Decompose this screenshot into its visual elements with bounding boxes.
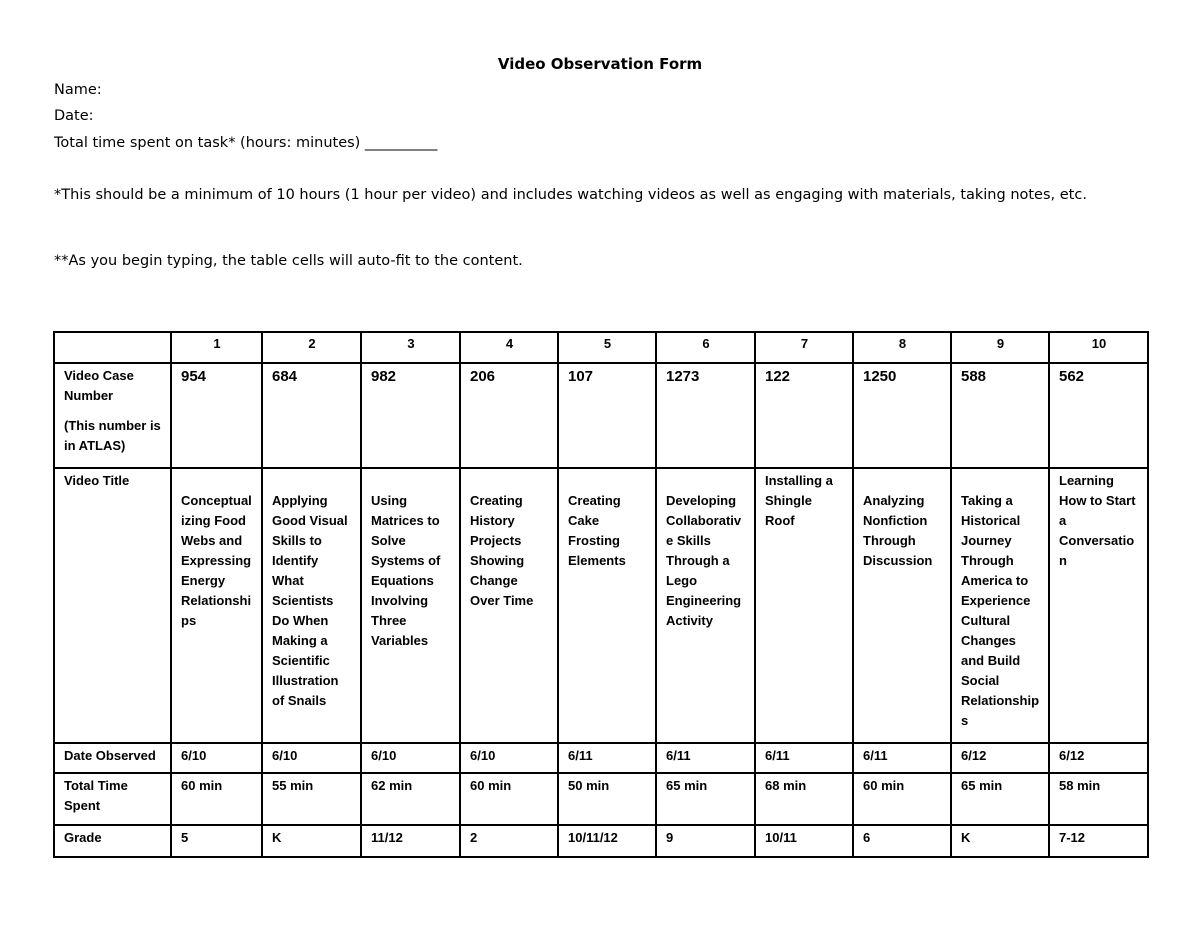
table-cell[interactable] (558, 468, 656, 743)
table-cell[interactable] (656, 363, 755, 468)
row-label-total-time: Total Time Spent (54, 773, 171, 825)
date-observed-cell[interactable]: 6/11 (853, 743, 951, 773)
column-header: 2 (262, 332, 361, 363)
table-cell[interactable] (558, 363, 656, 468)
column-header: 5 (558, 332, 656, 363)
table-cell[interactable] (853, 468, 951, 743)
table-cell[interactable] (951, 468, 1049, 743)
total-time-cell[interactable]: 50 min (558, 773, 656, 825)
video-title: Applying Good Visual Skills to Identify What Scientists Do When Making a Scientific Illustration of Snails (272, 493, 348, 708)
table-cell[interactable] (656, 468, 755, 743)
case-number: 206 (470, 368, 496, 385)
total-time-row (54, 773, 1148, 825)
total-time-cell[interactable]: 60 min (171, 773, 262, 825)
case-number-row (54, 363, 1148, 468)
observation-table (53, 331, 1149, 858)
table-cell[interactable] (460, 363, 558, 468)
date-observed-cell[interactable]: 6/12 (1049, 743, 1148, 773)
video-title: Using Matrices to Solve Systems of Equations Involving Three Variables (371, 493, 441, 648)
name-field-label: Name: (54, 82, 102, 98)
case-number: 107 (568, 368, 594, 385)
total-time-cell[interactable]: 58 min (1049, 773, 1148, 825)
video-title: Creating History Projects Showing Change Over Time (470, 493, 534, 608)
column-header-row (54, 332, 1148, 363)
row-label-grade: Grade (54, 825, 171, 857)
row-label-case-number: Video Case Number (64, 368, 134, 403)
grade-cell[interactable]: 2 (460, 825, 558, 857)
date-field-label: Date: (54, 108, 94, 124)
grade-cell[interactable]: K (262, 825, 361, 857)
video-title: Developing Collaborative Skills Through a Lego Engineering Activity (666, 493, 742, 628)
case-number: 954 (181, 368, 207, 385)
column-header: 10 (1049, 332, 1148, 363)
table-cell[interactable] (1049, 363, 1148, 468)
table-cell[interactable] (460, 468, 558, 743)
column-header: 1 (171, 332, 262, 363)
column-header: 4 (460, 332, 558, 363)
table-cell[interactable] (951, 363, 1049, 468)
total-time-cell[interactable]: 60 min (853, 773, 951, 825)
grade-cell[interactable]: 10/11/12 (558, 825, 656, 857)
video-title: Installing a Shingle Roof (765, 473, 833, 528)
table-cell[interactable] (755, 363, 853, 468)
column-header: 6 (656, 332, 755, 363)
row-label-video-title: Video Title (54, 468, 171, 743)
grade-cell[interactable]: 7-12 (1049, 825, 1148, 857)
case-number: 122 (765, 368, 791, 385)
case-number: 982 (371, 368, 397, 385)
column-header: 8 (853, 332, 951, 363)
date-observed-cell[interactable]: 6/12 (951, 743, 1049, 773)
table-cell[interactable] (361, 363, 460, 468)
date-observed-cell[interactable]: 6/10 (361, 743, 460, 773)
form-title: Video Observation Form (497, 55, 703, 73)
grade-cell[interactable]: 9 (656, 825, 755, 857)
minimum-hours-note: *This should be a minimum of 10 hours (1 hour per video) and includes watching videos as well as engaging with materials, taking notes, etc. (54, 187, 1087, 203)
date-observed-cell[interactable]: 6/10 (460, 743, 558, 773)
row-label-date-observed: Date Observed (54, 743, 171, 773)
video-title: Learning How to Start a Conversation (1059, 473, 1136, 568)
case-number: 562 (1059, 368, 1085, 385)
column-header: 3 (361, 332, 460, 363)
total-time-cell[interactable]: 65 min (951, 773, 1049, 825)
table-cell[interactable] (755, 468, 853, 743)
table-cell[interactable] (853, 363, 951, 468)
column-header: 9 (951, 332, 1049, 363)
video-title: Creating Cake Frosting Elements (568, 493, 626, 568)
case-number: 1273 (666, 368, 700, 385)
row-label-cell (54, 363, 171, 468)
date-observed-row (54, 743, 1148, 773)
column-header: 7 (755, 332, 853, 363)
total-time-cell[interactable]: 68 min (755, 773, 853, 825)
table-cell[interactable] (171, 468, 262, 743)
table-cell[interactable] (171, 363, 262, 468)
grade-cell[interactable]: 5 (171, 825, 262, 857)
table-cell[interactable] (262, 468, 361, 743)
corner-cell (54, 332, 171, 363)
video-title: Conceptualizing Food Webs and Expressing Energy Relationships (181, 493, 252, 628)
total-time-field-label: Total time spent on task* (hours: minutes) __________ (54, 135, 438, 151)
case-number: 1250 (863, 368, 897, 385)
total-time-cell[interactable]: 62 min (361, 773, 460, 825)
grade-cell[interactable]: 6 (853, 825, 951, 857)
row-label-case-number-note: (This number is in ATLAS) (64, 418, 161, 453)
total-time-cell[interactable]: 65 min (656, 773, 755, 825)
video-title: Analyzing Nonfiction Through Discussion (863, 493, 933, 568)
date-observed-cell[interactable]: 6/11 (656, 743, 755, 773)
grade-cell[interactable]: K (951, 825, 1049, 857)
grade-cell[interactable]: 10/11 (755, 825, 853, 857)
video-title-row (54, 468, 1148, 743)
date-observed-cell[interactable]: 6/11 (755, 743, 853, 773)
grade-row (54, 825, 1148, 857)
table-cell[interactable] (262, 363, 361, 468)
total-time-cell[interactable]: 60 min (460, 773, 558, 825)
date-observed-cell[interactable]: 6/10 (171, 743, 262, 773)
date-observed-cell[interactable]: 6/10 (262, 743, 361, 773)
case-number: 684 (272, 368, 298, 385)
table-cell[interactable] (361, 468, 460, 743)
date-observed-cell[interactable]: 6/11 (558, 743, 656, 773)
table-cell[interactable] (1049, 468, 1148, 743)
video-title: Taking a Historical Journey Through America to Experience Cultural Changes and Build Social Relationships (961, 493, 1040, 728)
autofit-note: **As you begin typing, the table cells will auto-fit to the content. (54, 253, 523, 269)
case-number: 588 (961, 368, 987, 385)
total-time-cell[interactable]: 55 min (262, 773, 361, 825)
grade-cell[interactable]: 11/12 (361, 825, 460, 857)
